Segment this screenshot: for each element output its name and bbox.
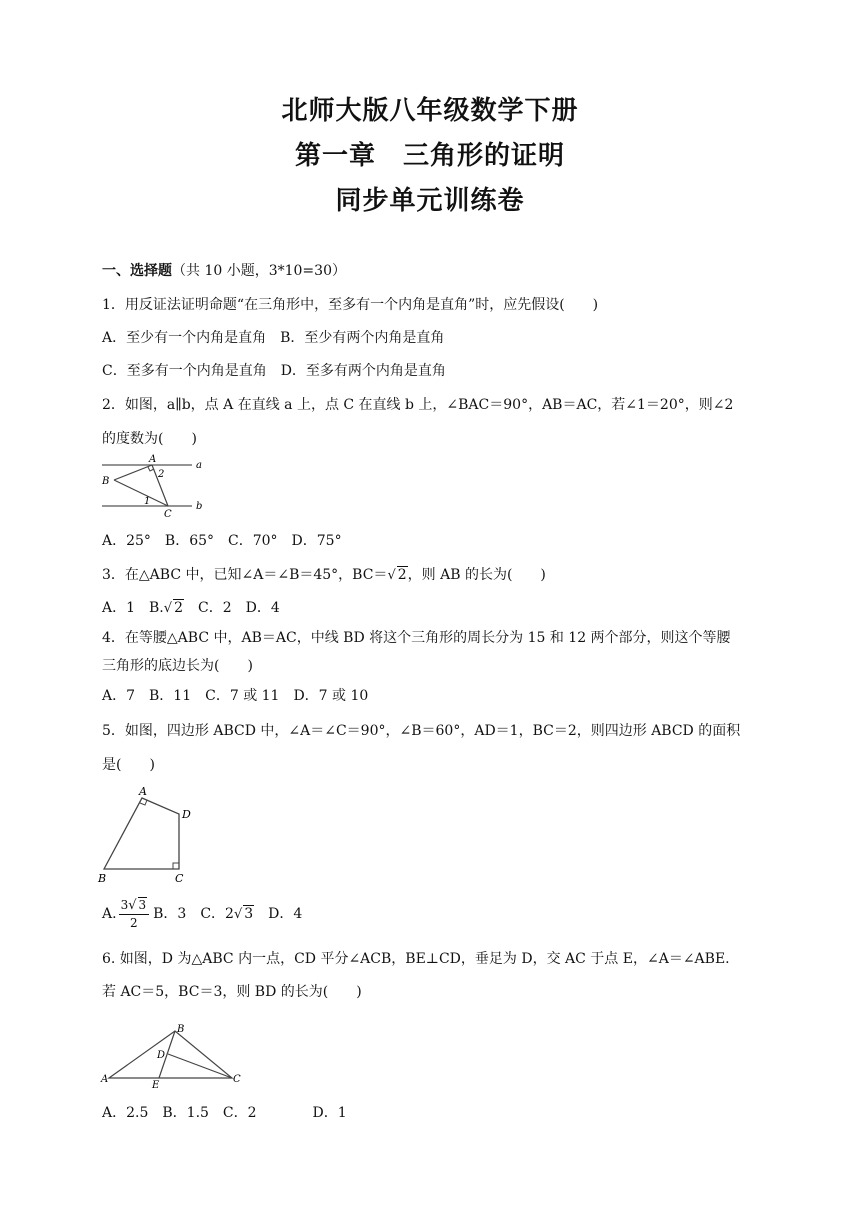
q6-label-e: E (152, 1080, 160, 1091)
q2-figure (100, 452, 210, 518)
q5-right-angle-c (173, 863, 179, 869)
q3-stem (102, 564, 546, 584)
section-title: 一、选择题 (102, 263, 172, 279)
q1-stem: 1．用反证法证明命题“在三角形中，至多有一个内角是直角”时，应先假设( ) (102, 297, 599, 313)
q5-option-a-prefix: A. (102, 906, 117, 922)
q6-label-d: D (157, 1050, 166, 1061)
q5-stem-line1: 5．如图，四边形 ABCD 中，∠A＝∠C＝90°，∠B＝60°，AD＝1，BC＝2，则四边形 ABCD 的面积 (102, 723, 741, 739)
q6-segment-cd (168, 1054, 232, 1078)
q5-label-b: B (98, 872, 107, 885)
q5-label-a: A (139, 785, 147, 798)
q2-label-angle-2: 2 (158, 469, 165, 480)
q4-stem-line1: 4．在等腰△ABC 中，AB＝AC，中线 BD 将这个三角形的周长分为 15 和 12 两个部分，则这个等腰 (102, 630, 731, 646)
q2-label-b: B (102, 476, 110, 487)
doc-chapter-title: 第一章 三角形的证明 (294, 141, 565, 171)
q4-stem-line2: 三角形的底边长为( ) (102, 658, 253, 674)
q2-segment-ab (114, 465, 152, 480)
q4-options: A．7 B．11 C．7 或 11 D．7 或 10 (102, 688, 369, 704)
q3-stem-pre: 3．在△ABC 中，已知∠A＝∠B＝45°，BC＝ (102, 567, 388, 583)
fraction-numerator (119, 897, 150, 915)
q3-option-a: A．1 B. (102, 600, 164, 616)
q2-options: A．25° B．65° C．70° D．75° (102, 533, 342, 549)
q3-options (102, 597, 280, 617)
q5-quadrilateral (104, 798, 179, 869)
sqrt-sign: √ (128, 898, 137, 913)
q2-label-line-a: a (196, 460, 202, 471)
q5-option-b: B．3 C．2 (153, 906, 234, 922)
q5-option-a-fraction (119, 897, 150, 931)
q1-options-row2: C．至多有一个内角是直角 D．至多有两个内角是直角 (102, 363, 446, 379)
q6-stem-line2: 若 AC＝5，BC＝3，则 BD 的长为( ) (102, 984, 362, 1000)
q5-label-c: C (175, 872, 184, 885)
q3-option-b-radicand: 2 (174, 600, 183, 616)
q2-label-c: C (164, 509, 172, 520)
q5-stem-line2: 是( ) (102, 757, 155, 773)
sqrt-sign: √ (387, 568, 396, 583)
q5-option-d: D．4 (254, 906, 303, 922)
q3-stem-post: ，则 AB 的长为( ) (407, 567, 546, 583)
q5-label-d: D (182, 808, 191, 821)
q2-label-a: A (149, 454, 157, 465)
q2-stem-line2: 的度数为( ) (102, 431, 197, 447)
q6-figure (100, 1022, 245, 1091)
doc-title: 北师大版八年级数学下册 (281, 96, 579, 126)
q2-label-angle-1: 1 (144, 496, 151, 507)
fraction-radicand: 3 (138, 898, 147, 912)
sqrt-sign: √ (233, 907, 243, 922)
section-note: （共 10 小题，3*10=30） (172, 263, 346, 279)
q2-label-line-b: b (196, 501, 203, 512)
q6-label-b: B (177, 1024, 185, 1035)
q6-stem-line1: 6. 如图，D 为△ABC 内一点，CD 平分∠ACB，BE⊥CD，垂足为 D，交 AC 于点 E，∠A＝∠ABE. (102, 951, 730, 967)
fraction-coefficient: 3 (120, 898, 129, 912)
q3-stem-radicand: 2 (397, 567, 407, 583)
q2-stem-line1: 2．如图，a∥b，点 A 在直线 a 上，点 C 在直线 b 上，∠BAC＝90°，AB＝AC，若∠1＝20°，则∠2 (102, 397, 734, 413)
q5-figure (96, 785, 196, 885)
q1-options-row1: A．至少有一个内角是直角 B．至少有两个内角是直角 (102, 330, 445, 346)
sqrt-sign: √ (163, 601, 173, 616)
doc-subtitle: 同步单元训练卷 (335, 186, 525, 216)
q3-option-rest: C．2 D．4 (183, 600, 280, 616)
section-heading (102, 260, 346, 280)
q5-option-c-radicand: 3 (244, 906, 254, 922)
q6-options: A．2.5 B．1.5 C．2 D．1 (102, 1105, 347, 1121)
fraction-denominator: 2 (130, 916, 138, 930)
q6-label-c: C (233, 1074, 241, 1085)
q5-options (102, 897, 302, 937)
q6-label-a: A (101, 1074, 109, 1085)
